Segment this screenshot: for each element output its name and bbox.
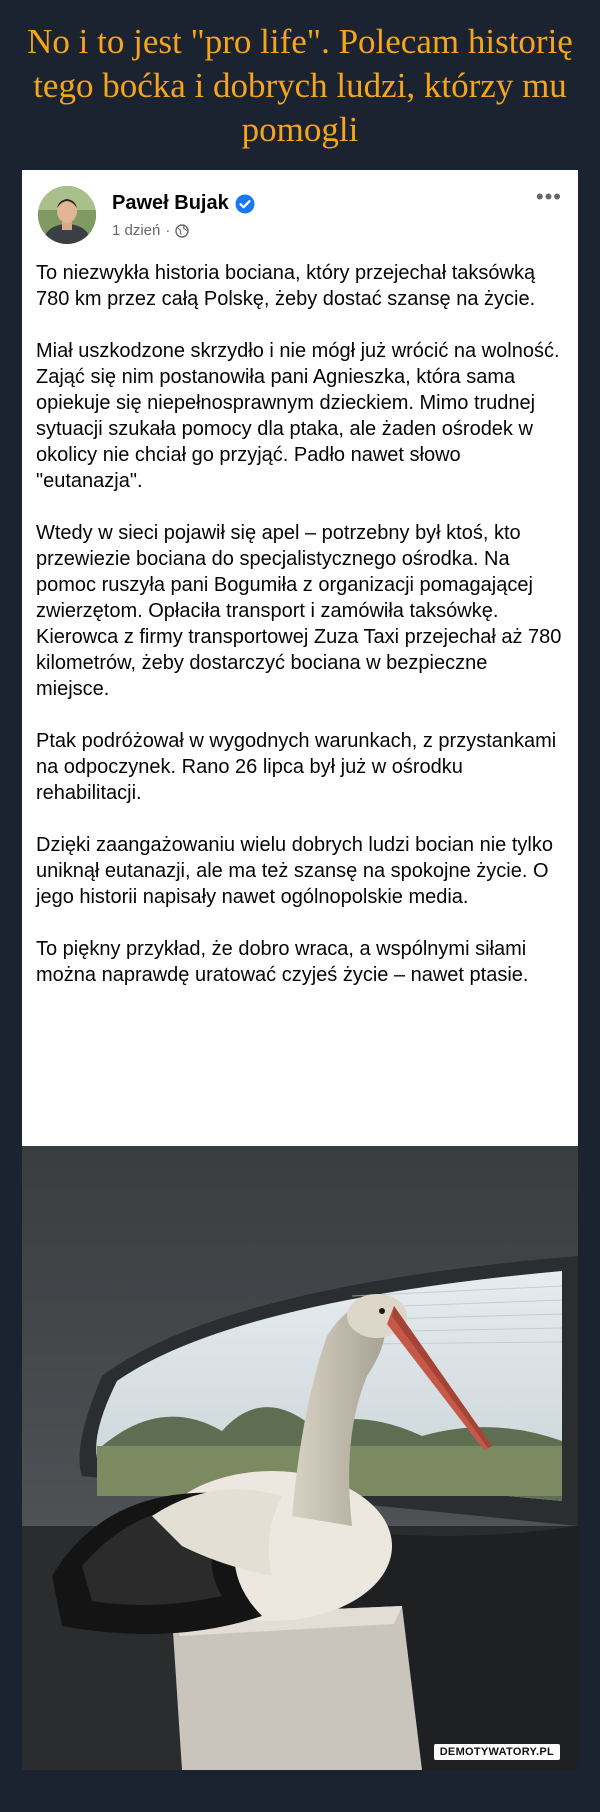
author-name-row <box>112 192 255 215</box>
post-time[interactable]: 1 dzień <box>112 222 161 239</box>
post-photo[interactable] <box>22 1146 578 1770</box>
post-text <box>36 260 566 988</box>
verified-badge-icon <box>235 194 255 214</box>
post-meta <box>112 222 189 239</box>
post-header <box>22 170 578 240</box>
stork-in-car-image <box>22 1146 578 1770</box>
meta-separator: · <box>165 222 171 239</box>
post-paragraph: To piękny przykład, że dobro wraca, a wspólnymi siłami można naprawdę uratować czyjeś życie – nawet ptasie. <box>36 938 529 986</box>
post-paragraph: Miał uszkodzone skrzydło i nie mógł już wrócić na wolność. Zająć się nim postanowiła pani Agnieszka, która sama opiekuje się niepełnosprawnym dzieckiem. Mimo trudnej sytuacji szukała pomocy dla ptaka, ale żaden ośrodek w okolicy nie chciał go przyjąć. Padło nawet słowo "eutanazja". <box>36 340 560 492</box>
facebook-post-card <box>22 170 578 1770</box>
globe-icon <box>175 224 189 238</box>
post-paragraph: Wtedy w sieci pojawił się apel – potrzebny był ktoś, kto przewiezie bociana do specjalistycznego ośrodka. Na pomoc ruszyła pani Bogumiła z organizacji pomagającej zwierzętom. Opłaciła transport i zamówiła taksówkę. Kierowca z firmy transportowej Zuza Taxi przejechał aż 780 kilometrów, żeby dostarczyć bociana w bezpieczne miejsce. <box>36 522 562 700</box>
author-name[interactable]: Paweł Bujak <box>112 192 229 214</box>
more-options-button[interactable]: ••• <box>535 184 562 209</box>
avatar-image <box>38 186 96 244</box>
avatar[interactable] <box>38 186 96 244</box>
watermark-badge: DEMOTYWATORY.PL <box>434 1744 560 1760</box>
post-paragraph: Ptak podróżował w wygodnych warunkach, z przystankami na odpoczynek. Rano 26 lipca był już w ośrodku rehabilitacji. <box>36 730 557 804</box>
post-paragraph: Dzięki zaangażowaniu wielu dobrych ludzi bocian nie tylko uniknął eutanazji, ale ma też szansę na spokojne życie. O jego historii napisały nawet ogólnopolskie media. <box>36 834 553 908</box>
headline: No i to jest "pro life". Polecam historię tego boćka i dobrych ludzi, którzy mu pomogli <box>27 22 573 149</box>
post-paragraph: To niezwykła historia bociana, który przejechał taksówką 780 km przez całą Polskę, żeby dostać szansę na życie. <box>36 262 536 310</box>
